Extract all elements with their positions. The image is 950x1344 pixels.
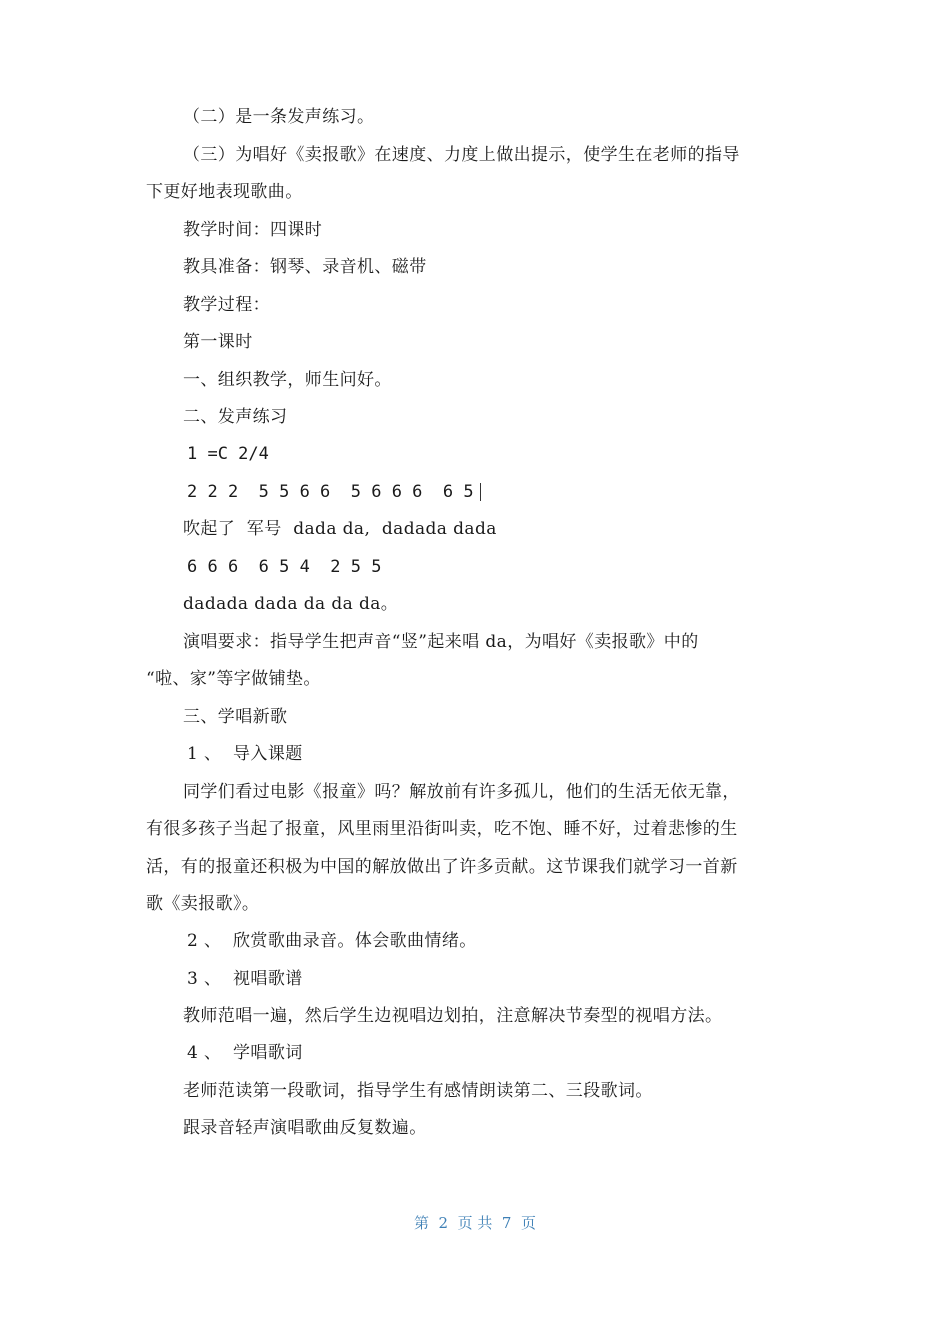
text-line: 教具准备：钢琴、录音机、磁带	[183, 257, 427, 277]
text-line: 有很多孩子当起了报童，风里雨里沿街叫卖，吃不饱、睡不好，过着悲惨的生	[146, 819, 738, 839]
text-line: 一、组织教学，师生问好。	[183, 370, 392, 390]
text-line: 教学时间：四课时	[183, 220, 323, 240]
text-line: 跟录音轻声演唱歌曲反复数遍。	[183, 1118, 427, 1138]
text-line: 演唱要求：指导学生把声音“竖”起来唱 da，为唱好《卖报歌》中的	[183, 632, 699, 652]
key-signature: 1 =C 2/4	[187, 444, 269, 464]
text-line: 1 、 导入课题	[187, 744, 303, 764]
text-line: 下更好地表现歌曲。	[146, 182, 303, 202]
text-line: 同学们看过电影《报童》吗？解放前有许多孤儿，他们的生活无依无靠，	[183, 782, 740, 802]
text-line: 第一课时	[183, 332, 253, 352]
text-line: 二、发声练习	[183, 407, 288, 427]
lyrics-line: 吹起了 军号 dada da, dadada dada	[183, 519, 497, 539]
lyrics-line: dadada dada da da da。	[183, 594, 399, 614]
text-line: 2 、 欣赏歌曲录音。体会歌曲情绪。	[187, 931, 477, 951]
text-line: “啦、家”等字做铺垫。	[146, 669, 321, 689]
notation-line	[187, 481, 481, 503]
text-line: 三、学唱新歌	[183, 707, 288, 727]
notation-line: 6 6 6 6 5 4 2 5 5	[187, 557, 382, 577]
bar-line	[480, 483, 481, 501]
text-line: 教师范唱一遍，然后学生边视唱边划拍，注意解决节奏型的视唱方法。	[183, 1006, 723, 1026]
text-line: 4 、 学唱歌词	[187, 1043, 303, 1063]
text-line: 活，有的报童还积极为中国的解放做出了许多贡献。这节课我们就学习一首新	[146, 857, 738, 877]
text-line: 歌《卖报歌》。	[146, 894, 260, 914]
text-line: 3 、 视唱歌谱	[187, 969, 303, 989]
text-line: 老师范读第一段歌词，指导学生有感情朗读第二、三段歌词。	[183, 1081, 653, 1101]
text-line: （三）为唱好《卖报歌》在速度、力度上做出提示，使学生在老师的指导	[183, 145, 740, 165]
text-line: 教学过程：	[183, 295, 270, 315]
page-footer: 第 2 页 共 7 页	[414, 1214, 536, 1232]
text-line: （二）是一条发声练习。	[183, 107, 375, 127]
notation-text: 2 2 2 5 5 6 6 5 6 6 6 6 5	[187, 482, 474, 502]
